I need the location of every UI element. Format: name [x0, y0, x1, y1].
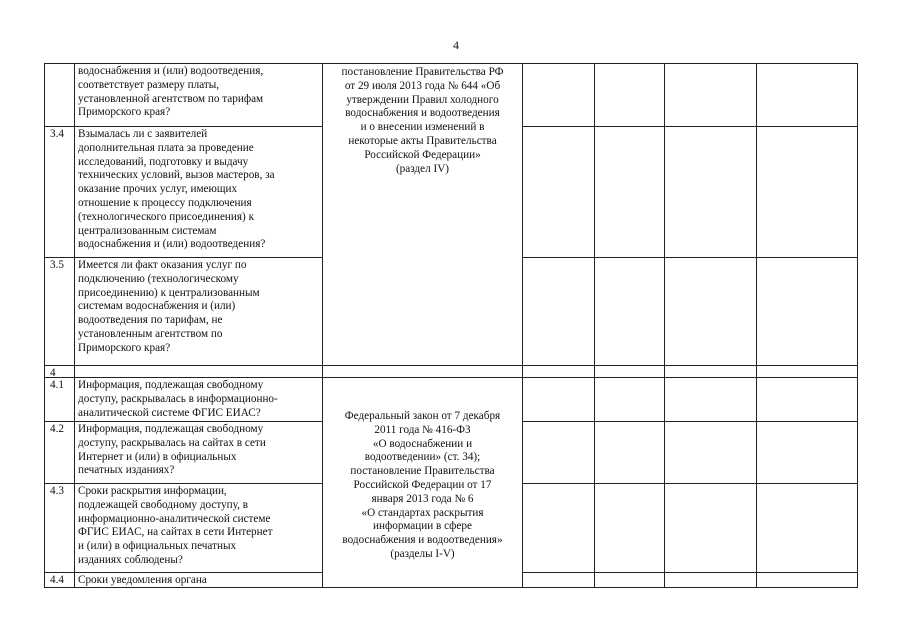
legal-reference-section-4-line: водоотведении» (ст. 34);	[364, 451, 481, 464]
question-cell	[74, 63, 322, 126]
answer-cell	[594, 126, 664, 257]
legal-reference-section-3	[322, 63, 522, 365]
legal-reference-section-4-line: водоснабжения и водоотведения»	[342, 534, 503, 547]
answer-cell	[594, 63, 664, 126]
question-cell-line: водоснабжения и (или) водоотведения?	[78, 238, 266, 251]
answer-cell	[756, 483, 858, 572]
row-number: 4.2	[44, 421, 74, 483]
question-cell-line: Взымалась ли с заявителей	[78, 128, 208, 140]
question-cell-line: информационно-аналитической системе	[78, 512, 271, 525]
answer-cell	[664, 572, 756, 588]
legal-reference-section-3-line: утверждении Правил холодного	[346, 93, 499, 106]
answer-cell	[756, 365, 858, 377]
legal-reference-section-4-line: «О водоснабжении и	[372, 437, 473, 450]
legal-reference-section-3-line: от 29 июля 2013 года № 644 «Об	[344, 79, 501, 92]
question-cell-line: дополнительная плата за проведение	[78, 141, 254, 154]
legal-reference-section-3-line: водоснабжения и водоотведения	[345, 107, 500, 120]
question-cell-line: Приморского края?	[78, 341, 171, 354]
question-cell-line: Приморского края?	[78, 106, 171, 119]
question-cell-line: и (или) в официальных печатных	[78, 540, 237, 553]
legal-reference-section-4-line: постановление Правительства	[350, 465, 495, 478]
question-cell-line: присоединению) к централизованным	[78, 286, 260, 299]
answer-cell	[522, 421, 594, 483]
question-cell-line: изданиях соблюдены?	[78, 553, 183, 566]
question-cell-line: соответствует размеру платы,	[78, 78, 220, 91]
answer-cell	[522, 483, 594, 572]
question-cell	[74, 572, 322, 588]
question-cell-line: Сроки раскрытия информации,	[78, 485, 227, 497]
answer-cell	[756, 572, 858, 588]
row-number: 3.5	[44, 257, 74, 365]
question-cell	[74, 483, 322, 572]
question-cell-line: Информация, подлежащая свободному	[78, 423, 264, 435]
legal-reference-section-4-line: «О стандартах раскрытия	[361, 506, 484, 519]
legal-reference-section-4-line: (разделы I-V)	[390, 547, 455, 560]
row-number: 4.4	[44, 572, 74, 588]
answer-cell	[664, 421, 756, 483]
legal-reference-section-3-line: постановление Правительства РФ	[341, 66, 504, 78]
answer-cell	[664, 483, 756, 572]
legal-reference-section-4-line: Федеральный закон от 7 декабря	[344, 410, 501, 422]
question-cell-line: Сроки уведомления органа	[78, 574, 207, 586]
question-cell-line: водоснабжения и (или) водоотведения,	[78, 65, 264, 77]
question-cell	[74, 377, 322, 421]
question-cell-line: подлежащей свободному доступу, в	[78, 498, 249, 511]
answer-cell	[594, 257, 664, 365]
answer-cell	[594, 483, 664, 572]
question-cell-line: установленным агентством по	[78, 327, 223, 340]
row-number: 4.3	[44, 483, 74, 572]
answer-cell	[594, 421, 664, 483]
row-number: 4.1	[44, 377, 74, 421]
question-cell-line: (технологического присоединения) к	[78, 210, 255, 223]
question-cell-line: печатных изданиях?	[78, 464, 175, 477]
question-cell-line: отношение к процессу подключения	[78, 196, 252, 209]
answer-cell	[522, 572, 594, 588]
answer-cell	[664, 126, 756, 257]
legal-reference-section-4	[322, 377, 522, 588]
question-cell	[74, 421, 322, 483]
question-cell-line: Информация, подлежащая свободному	[78, 379, 264, 391]
answer-cell	[522, 126, 594, 257]
question-cell-line: ФГИС ЕИАС, на сайтах в сети Интернет	[78, 526, 273, 539]
answer-cell	[594, 365, 664, 377]
page-number: 4	[453, 38, 459, 52]
question-cell-line: доступу, раскрывалась на сайтах в сети	[78, 436, 266, 449]
answer-cell	[594, 572, 664, 588]
question-cell	[74, 365, 322, 377]
answer-cell	[756, 63, 858, 126]
answer-cell	[664, 63, 756, 126]
question-cell-line: централизованным системам	[78, 224, 217, 237]
answer-cell	[664, 365, 756, 377]
legal-reference-section-3-line: некоторые акты Правительства	[348, 134, 497, 147]
checklist-table	[44, 63, 858, 588]
answer-cell	[664, 257, 756, 365]
legal-reference-section-4-line: информации в сфере	[373, 520, 472, 533]
question-cell-line: подключению (технологическому	[78, 272, 239, 285]
answer-cell	[522, 365, 594, 377]
answer-cell	[756, 377, 858, 421]
question-cell-line: исследований, подготовку и выдачу	[78, 155, 249, 168]
answer-cell	[594, 377, 664, 421]
question-cell-line: технических условий, вызов мастеров, за	[78, 169, 275, 182]
row-number	[44, 63, 74, 126]
row-number: 3.4	[44, 126, 74, 257]
question-cell-line: Интернет и (или) в официальных	[78, 450, 237, 463]
legal-reference-section-3-line: Российской Федерации»	[364, 148, 481, 161]
question-cell	[74, 257, 322, 365]
question-cell	[74, 126, 322, 257]
legal-reference-empty	[322, 365, 522, 377]
answer-cell	[664, 377, 756, 421]
question-cell-line: водоотведения по тарифам, не	[78, 314, 223, 327]
answer-cell	[522, 63, 594, 126]
question-cell-line: аналитической системе ФГИС ЕИАС?	[78, 406, 261, 419]
question-cell-line: оказание прочих услуг, имеющих	[78, 183, 238, 196]
legal-reference-section-3-line: (раздел IV)	[395, 162, 450, 175]
legal-reference-section-4-line: 2011 года № 416-ФЗ	[374, 423, 471, 436]
answer-cell	[756, 421, 858, 483]
question-cell-line: системам водоснабжения и (или)	[78, 300, 236, 313]
answer-cell	[756, 257, 858, 365]
row-number: 4	[44, 365, 74, 377]
legal-reference-section-3-line: и о внесении изменений в	[360, 121, 485, 134]
question-cell-line: установленной агентством по тарифам	[78, 92, 264, 105]
question-cell-line: Имеется ли факт оказания услуг по	[78, 259, 247, 271]
legal-reference-section-4-line: Российской Федерации от 17	[353, 478, 492, 491]
answer-cell	[522, 377, 594, 421]
answer-cell	[522, 257, 594, 365]
legal-reference-section-4-line: января 2013 года № 6	[371, 492, 474, 505]
answer-cell	[756, 126, 858, 257]
question-cell-line: доступу, раскрывалась в информационно-	[78, 392, 278, 405]
